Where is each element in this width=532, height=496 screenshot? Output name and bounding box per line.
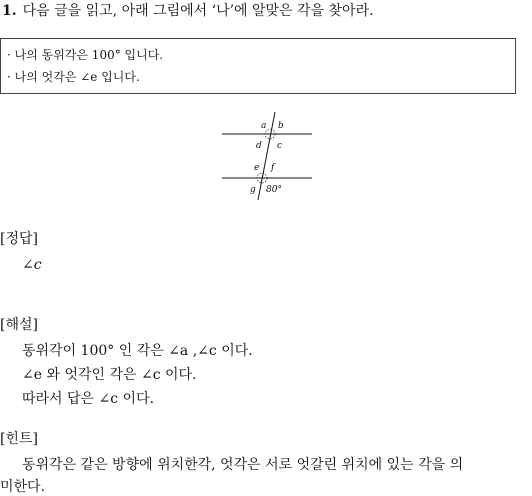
figure-svg xyxy=(218,110,318,202)
label-c: c xyxy=(277,141,283,151)
question xyxy=(2,2,374,20)
hint-line-1: 동위각은 같은 방향에 위치한각, 엇각은 서로 엇갈린 위치에 있는 각을 의 xyxy=(22,457,464,473)
info-box xyxy=(0,38,516,94)
explanation-line-2: ∠e 와 엇각인 각은 ∠c 이다. xyxy=(22,367,197,383)
hint-label: [힌트] xyxy=(0,431,38,447)
label-b: b xyxy=(278,121,284,131)
question-text: 다음 글을 읽고, 아래 그림에서 ‘나’에 알맞은 각을 찾아라. xyxy=(22,3,374,19)
hint-line-2: 미한다. xyxy=(0,479,46,495)
explanation-label: [해설] xyxy=(0,317,38,333)
answer-value: ∠c xyxy=(22,257,42,273)
info-line-1: · 나의 동위각은 100° 입니다. xyxy=(7,48,164,62)
explanation-line-1: 동위각이 100° 인 각은 ∠a ,∠c 이다. xyxy=(22,343,253,359)
info-line-2: · 나의 엇각은 ∠e 입니다. xyxy=(7,70,140,84)
label-80-degree: 80° xyxy=(266,185,282,195)
label-f: f xyxy=(271,163,275,173)
label-d: d xyxy=(256,141,262,151)
question-number: 1. xyxy=(2,3,17,19)
label-g: g xyxy=(250,185,256,195)
explanation-line-3: 따라서 답은 ∠c 이다. xyxy=(22,391,155,407)
label-e: e xyxy=(254,163,260,173)
label-a: a xyxy=(261,121,267,131)
parallel-lines-figure xyxy=(218,110,318,202)
answer-label: [정답] xyxy=(0,231,38,247)
